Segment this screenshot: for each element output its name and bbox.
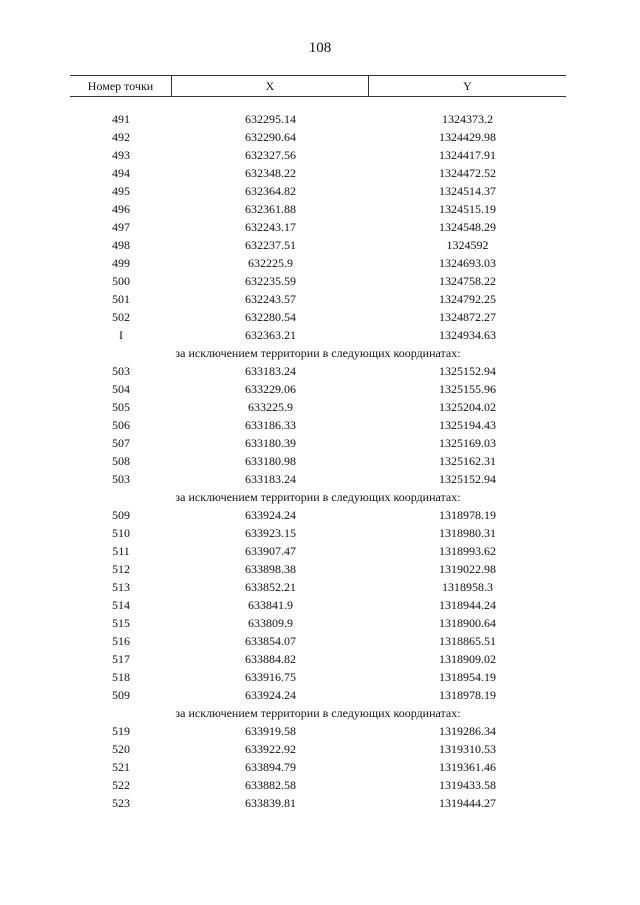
table-row: [70, 434, 566, 452]
page-number: 108: [308, 40, 332, 56]
x-cell: 633839.81: [245, 796, 296, 810]
x-cell: 633907.47: [245, 544, 296, 558]
table-row: [70, 650, 566, 668]
y-cell: 1324429.98: [439, 130, 496, 144]
point-number-cell: 523: [112, 796, 130, 810]
x-cell: 633841.9: [248, 598, 293, 612]
x-cell: 632327.56: [245, 148, 296, 162]
table-row: [70, 218, 566, 236]
table-row: [70, 686, 566, 704]
x-cell: 632235.59: [245, 274, 296, 288]
x-cell: 633894.79: [245, 760, 296, 774]
y-cell: 1324548.29: [439, 220, 496, 234]
y-cell: 1318980.31: [439, 526, 496, 540]
table-row: [70, 146, 566, 164]
point-number-cell: 501: [112, 292, 130, 306]
table-row: [70, 794, 566, 812]
x-cell: 633919.58: [245, 724, 296, 738]
x-cell: 633183.24: [245, 364, 296, 378]
point-number-cell: 519: [112, 724, 130, 738]
coordinates-table-body: [70, 110, 566, 812]
table-row: [70, 308, 566, 326]
point-number-cell: I: [119, 328, 123, 342]
table-row: [70, 542, 566, 560]
y-cell: 1319310.53: [439, 742, 496, 756]
x-cell: 633180.98: [245, 454, 296, 468]
point-number-cell: 505: [112, 400, 130, 414]
y-cell: 1318900.64: [439, 616, 496, 630]
x-cell: 633924.24: [245, 688, 296, 702]
point-number-cell: 521: [112, 760, 130, 774]
x-cell: 633183.24: [245, 472, 296, 486]
y-cell: 1319361.46: [439, 760, 496, 774]
table-row: [70, 452, 566, 470]
x-cell: 632290.64: [245, 130, 296, 144]
table-row: [70, 596, 566, 614]
point-number-cell: 508: [112, 454, 130, 468]
x-cell: 633898.38: [245, 562, 296, 576]
y-cell: 1324758.22: [439, 274, 496, 288]
x-cell: 632295.14: [245, 112, 296, 126]
y-cell: 1325152.94: [439, 364, 496, 378]
y-cell: 1324792.25: [439, 292, 496, 306]
point-number-cell: 518: [112, 670, 130, 684]
table-row: [70, 164, 566, 182]
table-row: [70, 290, 566, 308]
table-row: [70, 398, 566, 416]
y-cell: 1319444.27: [439, 796, 496, 810]
y-cell: 1324934.63: [439, 328, 496, 342]
point-number-cell: 506: [112, 418, 130, 432]
x-cell: 633186.33: [245, 418, 296, 432]
y-cell: 1324373.2: [442, 112, 493, 126]
y-cell: 1318978.19: [439, 688, 496, 702]
x-cell: 632243.57: [245, 292, 296, 306]
point-number-cell: 504: [112, 382, 130, 396]
x-cell: 632243.17: [245, 220, 296, 234]
x-cell: 633882.58: [245, 778, 296, 792]
point-number-cell: 509: [112, 688, 130, 702]
point-number-cell: 499: [112, 256, 130, 270]
y-cell: 1324417.91: [439, 148, 496, 162]
table-row: [70, 524, 566, 542]
y-cell: 1324472.52: [439, 166, 496, 180]
point-number-cell: 492: [112, 130, 130, 144]
header-point-number: Номер точки: [70, 76, 172, 96]
point-number-cell: 495: [112, 184, 130, 198]
point-number-cell: 516: [112, 634, 130, 648]
y-cell: 1318944.24: [439, 598, 496, 612]
table-row: [70, 416, 566, 434]
table-row: [70, 272, 566, 290]
point-number-cell: 522: [112, 778, 130, 792]
table-row: [70, 470, 566, 488]
point-number-cell: 491: [112, 112, 130, 126]
table-row: [70, 560, 566, 578]
x-cell: 632348.22: [245, 166, 296, 180]
y-cell: 1325194.43: [439, 418, 496, 432]
x-cell: 633923.15: [245, 526, 296, 540]
x-cell: 632237.51: [245, 238, 296, 252]
point-number-cell: 512: [112, 562, 130, 576]
x-cell: 633225.9: [248, 400, 293, 414]
table-row: [70, 326, 566, 344]
x-cell: 632225.9: [248, 256, 293, 270]
y-cell: 1319022.98: [439, 562, 496, 576]
point-number-cell: 511: [112, 544, 130, 558]
point-number-cell: 493: [112, 148, 130, 162]
point-number-cell: 517: [112, 652, 130, 666]
x-cell: 632280.54: [245, 310, 296, 324]
y-cell: 1325152.94: [439, 472, 496, 486]
table-row: [70, 722, 566, 740]
x-cell: 632363.21: [245, 328, 296, 342]
point-number-cell: 496: [112, 202, 130, 216]
y-cell: 1318909.02: [439, 652, 496, 666]
table-row: [70, 254, 566, 272]
table-row: [70, 740, 566, 758]
table-row: [70, 128, 566, 146]
table-row: [70, 614, 566, 632]
x-cell: 633924.24: [245, 508, 296, 522]
point-number-cell: 515: [112, 616, 130, 630]
table-row: [70, 578, 566, 596]
y-cell: 1318958.3: [442, 580, 493, 594]
table-row: [70, 182, 566, 200]
x-cell: 633180.39: [245, 436, 296, 450]
table-row: [70, 380, 566, 398]
table-row: [70, 668, 566, 686]
y-cell: 1318978.19: [439, 508, 496, 522]
table-row: [70, 776, 566, 794]
point-number-cell: 507: [112, 436, 130, 450]
x-cell: 633884.82: [245, 652, 296, 666]
y-cell: 1324592: [446, 238, 489, 252]
table-row: [70, 362, 566, 380]
point-number-cell: 509: [112, 508, 130, 522]
point-number-cell: 503: [112, 364, 130, 378]
y-cell: 1318865.51: [439, 634, 496, 648]
y-cell: 1324514.37: [439, 184, 496, 198]
table-row: [70, 200, 566, 218]
point-number-cell: 514: [112, 598, 130, 612]
header-x: X: [172, 76, 369, 96]
y-cell: 1318993.62: [439, 544, 496, 558]
x-cell: 633922.92: [245, 742, 296, 756]
exclusion-note: за исключением территории в следующих координатах:: [175, 346, 461, 360]
y-cell: 1324872.27: [439, 310, 496, 324]
x-cell: 633229.06: [245, 382, 296, 396]
y-cell: 1319433.58: [439, 778, 496, 792]
table-row: [70, 236, 566, 254]
y-cell: 1318954.19: [439, 670, 496, 684]
point-number-cell: 500: [112, 274, 130, 288]
table-row: [70, 110, 566, 128]
y-cell: 1324515.19: [439, 202, 496, 216]
x-cell: 633854.07: [245, 634, 296, 648]
header-y: Y: [463, 79, 472, 93]
table-header: [70, 75, 566, 97]
point-number-cell: 502: [112, 310, 130, 324]
point-number-cell: 520: [112, 742, 130, 756]
x-cell: 632364.82: [245, 184, 296, 198]
table-row: [70, 632, 566, 650]
y-cell: 1319286.34: [439, 724, 496, 738]
y-cell: 1325169.03: [439, 436, 496, 450]
point-number-cell: 513: [112, 580, 130, 594]
x-cell: 633916.75: [245, 670, 296, 684]
y-cell: 1325204.02: [439, 400, 496, 414]
table-row: [70, 506, 566, 524]
x-cell: 632361.88: [245, 202, 296, 216]
point-number-cell: 498: [112, 238, 130, 252]
y-cell: 1325162.31: [439, 454, 496, 468]
x-cell: 633809.9: [248, 616, 293, 630]
x-cell: 633852.21: [245, 580, 296, 594]
exclusion-note: за исключением территории в следующих координатах:: [175, 706, 461, 720]
y-cell: 1324693.03: [439, 256, 496, 270]
point-number-cell: 494: [112, 166, 130, 180]
point-number-cell: 497: [112, 220, 130, 234]
point-number-cell: 510: [112, 526, 130, 540]
exclusion-note: за исключением территории в следующих координатах:: [175, 490, 461, 504]
y-cell: 1325155.96: [439, 382, 496, 396]
point-number-cell: 503: [112, 472, 130, 486]
table-row: [70, 758, 566, 776]
